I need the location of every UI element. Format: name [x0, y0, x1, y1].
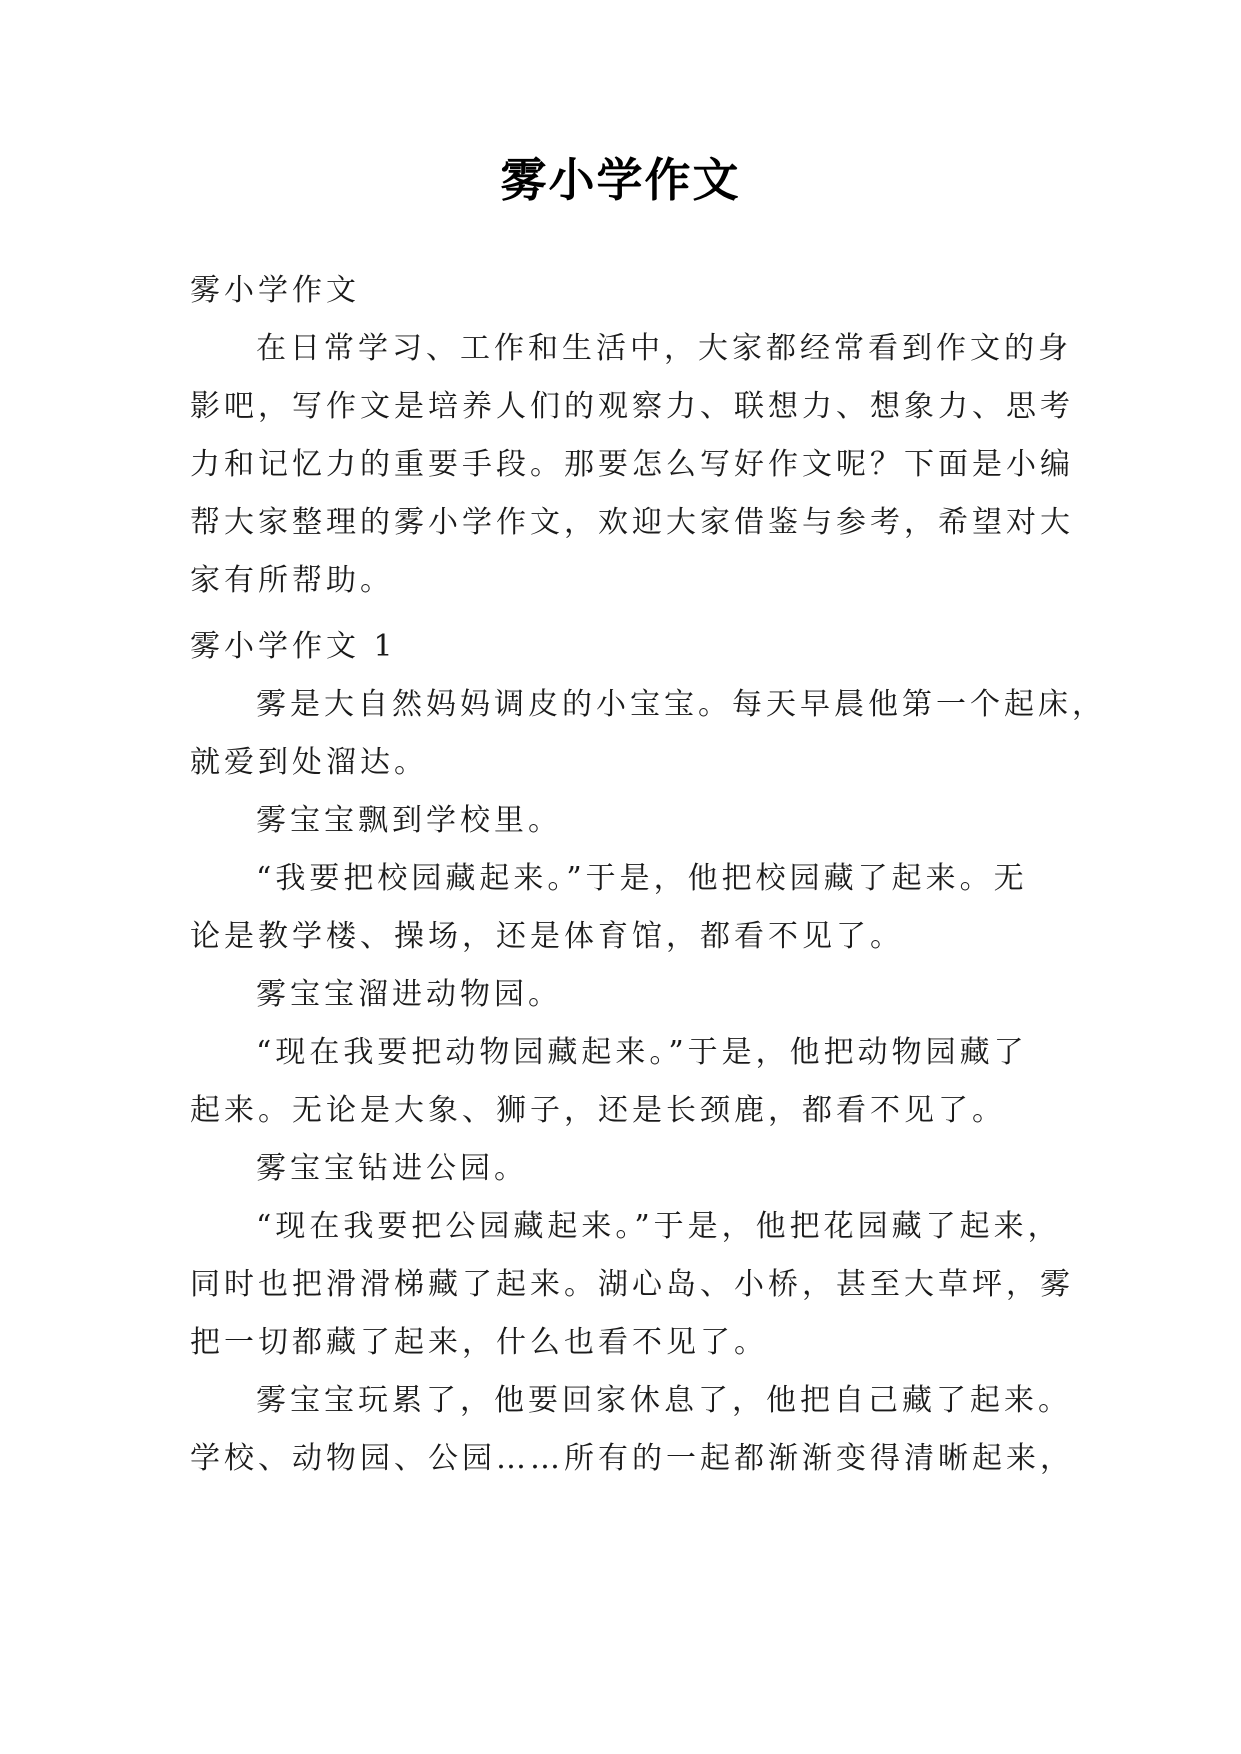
- section-essay-1: [190, 618, 1106, 1488]
- text-line: 帮大家整理的雾小学作文，欢迎大家借鉴与参考，希望对大: [190, 505, 1074, 540]
- document-title: 雾小学作文: [500, 153, 741, 207]
- section-heading: 雾小学作文 1: [190, 629, 397, 664]
- text-line: 就爱到处溜达。: [190, 745, 428, 780]
- text-line: 力和记忆力的重要手段。那要怎么写好作文呢？下面是小编: [190, 447, 1074, 482]
- text-line: 家有所帮助。: [190, 563, 394, 598]
- text-line: 雾宝宝飘到学校里。: [256, 803, 562, 838]
- section-intro: [190, 262, 1074, 610]
- paragraph: [190, 1140, 1050, 1198]
- text-line: 把一切都藏了起来，什么也看不见了。: [190, 1325, 768, 1360]
- text-line: 学校、动物园、公园……所有的一起都渐渐变得清晰起来，: [190, 1441, 1074, 1476]
- paragraph: [190, 792, 1050, 850]
- paragraph: [190, 966, 1050, 1024]
- text-line: 同时也把滑滑梯藏了起来。湖心岛、小桥，甚至大草坪，雾: [190, 1267, 1074, 1302]
- text-line: 雾宝宝溜进动物园。: [256, 977, 562, 1012]
- text-line: 论是教学楼、操场，还是体育馆，都看不见了。: [190, 919, 904, 954]
- paragraph: [190, 850, 1050, 966]
- text-line: “现在我要把公园藏起来。”于是，他把花园藏了起来，: [256, 1209, 1062, 1244]
- paragraph: [190, 1372, 1074, 1488]
- text-line: 起来。无论是大象、狮子，还是长颈鹿，都看不见了。: [190, 1093, 1006, 1128]
- text-line: 雾是大自然妈妈调皮的小宝宝。每天早晨他第一个起床，: [256, 687, 1106, 722]
- paragraph: [190, 1198, 1074, 1372]
- paragraph: [190, 676, 1106, 792]
- text-line: “我要把校园藏起来。”于是，他把校园藏了起来。无: [256, 861, 1028, 896]
- section-heading: 雾小学作文: [190, 273, 360, 308]
- text-line: 雾宝宝钻进公园。: [256, 1151, 528, 1186]
- paragraph: [190, 320, 1074, 610]
- text-line: 在日常学习、工作和生活中，大家都经常看到作文的身: [256, 331, 1072, 366]
- paragraph: [190, 1024, 1050, 1140]
- text-line: 雾宝宝玩累了，他要回家休息了，他把自己藏了起来。: [256, 1383, 1072, 1418]
- text-line: 影吧，写作文是培养人们的观察力、联想力、想象力、思考: [190, 389, 1074, 424]
- text-line: “现在我要把动物园藏起来。”于是，他把动物园藏了: [256, 1035, 1028, 1070]
